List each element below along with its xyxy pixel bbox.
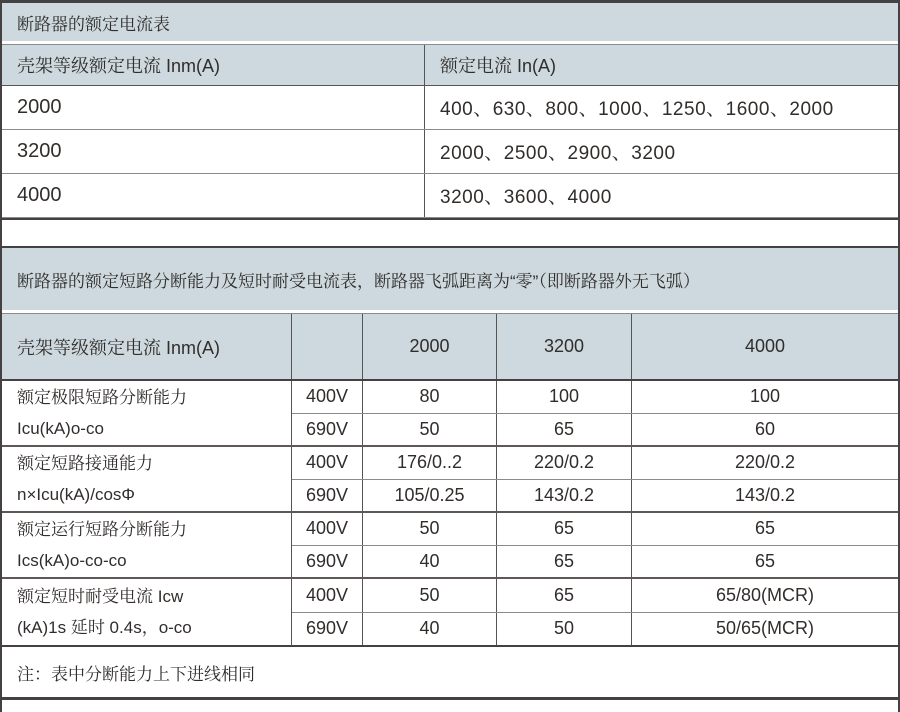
value-cell: 176/0..2 [363,447,497,479]
value-cell: 65 [497,414,632,446]
voltage-cell: 400V [292,513,363,545]
table-row [292,546,898,578]
table-row [292,613,898,646]
value-cell: 100 [497,381,632,413]
row-group-label-line2: (kA)1s 延时 0.4s，o-co [17,618,192,637]
value-cell: 220/0.2 [497,447,632,479]
table-row [292,579,898,613]
value-cell: 40 [363,613,497,646]
table1-header-row [2,45,898,86]
rated-current-cell: 3200、3600、4000 [440,187,612,208]
table2-header-voltage-spacer [292,314,363,379]
table2-header-col-3200: 3200 [497,314,632,379]
value-cell: 220/0.2 [734,452,796,473]
frame-current-cell: 2000 [2,86,425,129]
row-group-label [2,447,292,511]
table2-header-col-4000: 4000 [744,336,786,356]
value-cell: 65 [497,546,632,578]
value-cell: 50 [497,613,632,646]
rated-current-cell: 400、630、800、1000、1250、1600、2000 [440,99,834,120]
value-cell: 65/80(MCR) [715,584,815,605]
table-row [292,381,898,414]
voltage-cell: 400V [292,447,363,479]
value-cell: 65 [497,579,632,612]
value-cell: 50/65(MCR) [715,618,815,639]
table-row [2,130,898,174]
voltage-cell: 690V [292,613,363,646]
table2-title: 断路器的额定短路分断能力及短时耐受电流表，断路器飞弧距离为“零”（即断路器外无飞弧） [2,248,898,310]
voltage-cell: 400V [292,381,363,413]
value-cell: 50 [363,579,497,612]
rated-current-table [2,0,898,220]
row-group-icu [2,381,898,447]
table1-title: 断路器的额定电流表 [2,3,898,41]
row-group-label-line1: 额定运行短路分断能力 [17,520,187,539]
breaking-capacity-table [2,246,898,700]
voltage-cell: 690V [292,480,363,512]
row-group-label-line2: n×Icu(kA)/cosΦ [17,485,135,504]
tables-gap [2,220,898,246]
table-row [292,513,898,546]
table2-header-col-2000: 2000 [363,314,497,379]
table1-header-frame-current: 壳架等级额定电流 Inm(A) [2,45,425,85]
table-row [292,414,898,446]
table2-header-row [2,314,898,379]
page-bottom-rule [2,697,898,700]
value-cell: 65 [754,518,776,539]
row-group-label [2,579,292,645]
value-cell: 50 [363,414,497,446]
voltage-cell: 690V [292,414,363,446]
value-cell: 40 [363,546,497,578]
table-row [292,480,898,512]
table-row [292,447,898,480]
footnote: 注：表中分断能力上下进线相同 [2,647,898,697]
table2-header-frame-current: 壳架等级额定电流 Inm(A) [2,314,292,379]
row-group-label-line2: Icu(kA)o-co [17,419,104,438]
frame-current-cell: 3200 [2,130,425,173]
table-row [2,86,898,130]
value-cell: 65 [754,550,776,571]
rated-current-cell: 2000、2500、2900、3200 [440,143,676,164]
row-group-ics [2,513,898,579]
row-group-label-line1: 额定极限短路分断能力 [17,388,187,407]
value-cell: 80 [363,381,497,413]
row-group-label-line1: 额定短路接通能力 [17,454,153,473]
row-group-label [2,513,292,577]
value-cell: 50 [363,513,497,545]
row-group-icw [2,579,898,645]
value-cell: 143/0.2 [734,484,796,505]
value-cell: 60 [754,418,776,439]
voltage-cell: 690V [292,546,363,578]
table1-header-rated-current: 额定电流 In(A) [440,56,557,76]
row-group-label-line2: Ics(kA)o-co-co [17,551,127,570]
table-row [2,174,898,218]
value-cell: 143/0.2 [497,480,632,512]
value-cell: 65 [497,513,632,545]
row-group-label [2,381,292,445]
row-group-making-capacity [2,447,898,513]
value-cell: 105/0.25 [363,480,497,512]
value-cell: 100 [749,386,781,407]
frame-current-cell: 4000 [2,174,425,217]
voltage-cell: 400V [292,579,363,612]
row-group-label-line1: 额定短时耐受电流 Icw [17,587,184,606]
